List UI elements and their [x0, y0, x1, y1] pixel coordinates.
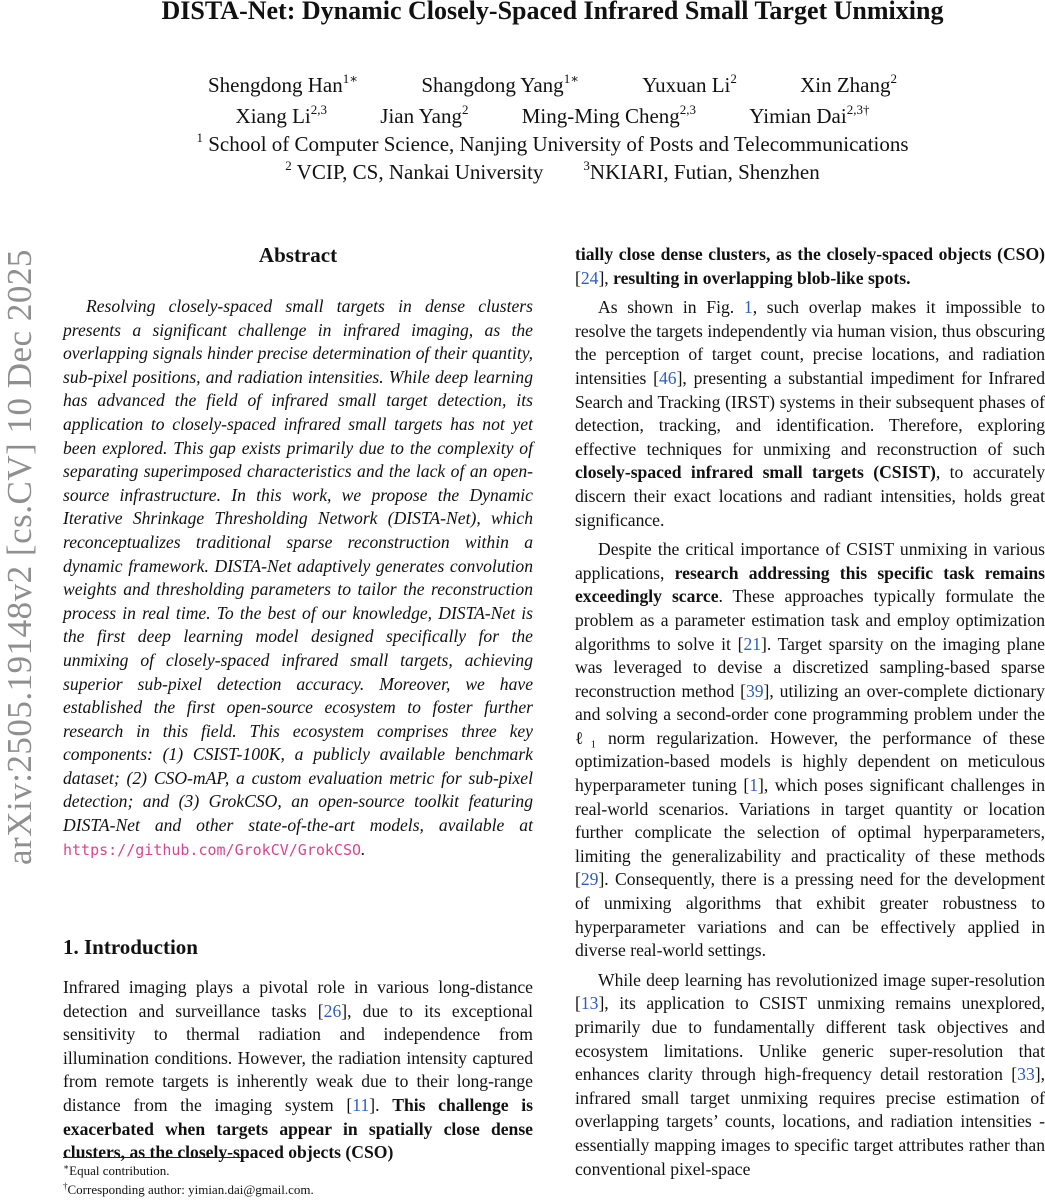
author: Xiang Li$^{2,3}$ — [235, 102, 328, 128]
author: Shangdong Yang$^{1∗}$ — [421, 71, 580, 97]
citation-link[interactable]: 21 — [743, 633, 762, 654]
paragraph: Despite the critical importance of CSIST unmixing in various applications, research addressing this specific task remains exceedingly scarce. These approaches typically formulate the problem as a parameter estimation task and employ optimization algorithms to solve it [21]. Target sparsity on the imaging plane was leveraged to devise a discretized sampling-based sparse reconstruction method [39], utilizing an over-complete dictionary and solving a second-order cone programming problem under the ℓ₁ norm regularization. However, the performance of these optimization-based models is highly dependent on meticulous hyperparameter tuning [1], which poses significant challenges in real-world scenarios. Variations in target quantity or location further complicate the selection of optimal hyperparameters, limiting the generalizability and practicality of these methods [29]. Consequently, there is a pressing need for the development of unmixing algorithms that exhibit greater robustness to hyperparameter variations and can be effectively applied in diverse real-world settings. — [575, 539, 1045, 961]
citation-link[interactable]: 1 — [749, 775, 758, 796]
intro-continuation-bold: tially close dense clusters, as the closely-spaced objects (CSO) — [575, 244, 1045, 264]
author: Yuxuan Li$^2$ — [642, 71, 737, 97]
github-link[interactable]: https://github.com/GrokCV/GrokCSO — [63, 840, 362, 859]
citation-link[interactable]: 39 — [745, 680, 764, 701]
author: Jian Yang$^2$ — [380, 102, 469, 128]
intro-paragraph-1: Infrared imaging plays a pivotal role in various long-distance detection and surveillance tasks [26], due to its exceptional sensitivity to thermal radiation and independence from illumination conditions. However, the radiation intensity captured from remote targets is inherently weak due to their long-range distance from the imaging system [11]. This challenge is exacerbated when targets appear in spatially close dense clusters, as the closely-spaced objects (CSO) — [63, 977, 533, 1163]
abstract-heading: Abstract — [258, 243, 338, 267]
author: Xin Zhang$^2$ — [800, 71, 898, 97]
author-row-1 — [60, 73, 1045, 98]
author-row-2 — [60, 104, 1045, 129]
arxiv-stamp: arXiv:2505.19148v2 [cs.CV] 10 Dec 2025 — [0, 249, 39, 865]
abstract-body: Resolving closely-spaced small targets in dense clusters presents a significant challenge in infrared imaging, as the overlapping signals hinder precise determination of their quantity, sub-pixel positions, and radiation intensities. While deep learning has advanced the field of infrared small target detection, its application to closely-spaced infrared small targets has not yet been explored. This gap exists primarily due to the complexity of separating superimposed characteristics and the lack of an open-source infrastructure. In this work, we propose the Dynamic Iterative Shrinkage Thresholding Network (DISTA-Net), which reconceptualizes traditional sparse reconstruction within a dynamic framework. DISTA-Net adaptively generates convolution weights and thresholding parameters to tailor the reconstruction process in real time. To the best of our knowledge, DISTA-Net is the first deep learning model designed specifically for the unmixing of closely-spaced infrared small targets, achieving superior sub-pixel detection accuracy. Moreover, we have established the first open-source ecosystem to foster further research in this field. This ecosystem comprises three key components: (1) CSIST-100K, a publicly available benchmark dataset; (2) CSO-mAP, a custom evaluation metric for sub-pixel detection; and (3) GrokCSO, an open-source toolkit featuring DISTA-Net and other state-of-the-art models, available at https://github.com/GrokCV/GrokCSO. — [63, 296, 533, 859]
author: Ming-Ming Cheng$^{2,3}$ — [521, 102, 697, 128]
citation-link[interactable]: 26 — [323, 1000, 342, 1021]
footnote-corresponding-author: †Corresponding author: yimian.dai@gmail.com. — [63, 1181, 314, 1197]
right-column: tially close dense clusters, as the closely-spaced objects (CSO) [24], resulting in overlapping blob-like spots. As shown in Fig. 1, such overlap makes it impossible to resolve the targets independently via human vision, thus obscuring the perception of target count, precise locations, and radiation intensities [46], presenting a substantial impediment for Infrared Search and Tracking (IRST) systems in their subsequent phases of detection, tracking, and identification. Therefore, exploring effective techniques for unmixing and reconstruction of such closely-spaced infrared small targets (CSIST), to accurately discern their exact locations and radiant intensities, holds great significance. Despite the critical importance of CSIST unmixing in various applications, research addressing this specific task remains exceedingly scarce. These approaches typically formulate the problem as a parameter estimation task and employ optimization algorithms to solve it [21]. Target sparsity on the imaging plane was leveraged to devise a discretized sampling-based sparse reconstruction method [39], utilizing an over-complete dictionary and solving a second-order cone programming problem under the ℓ₁ norm regularization. However, the performance of these optimization-based models is highly dependent on meticulous hyperparameter tuning [1], which poses significant challenges in real-world scenarios. Variations in target quantity or location further complicate the selection of optimal hyperparameters, limiting the generalizability and practicality of these methods [29]. Consequently, there is a pressing need for the development of unmixing algorithms that exhibit greater robustness to hyperparameter variations and can be effectively applied in diverse real-world settings. While deep learning has revolutionized image super-resolution [13], its application to CSIST unmixing remains unexplored, primarily due to fundamentally different task objectives and ecosystem limitations. Unlike generic super-resolution that enhances clarity through high-frequency detail restoration [33], infrared small target unmixing requires precise estimation of overlapping targets’ counts, locations, and radiation intensities - essentially mapping images to specific target attributes rather than conventional pixel-space — [575, 243, 1045, 1181]
citation-link[interactable]: 33 — [1017, 1064, 1035, 1085]
author: Yimian Dai$^{2,3\dagger}$ — [749, 102, 870, 128]
section-heading-introduction: 1. Introduction — [63, 935, 198, 959]
affiliation-1: $^1$ School of Computer Science, Nanjing University of Posts and Telecommunications — [196, 130, 909, 156]
paper-title: DISTA-Net: Dynamic Closely-Spaced Infrared Small Target Unmixing — [161, 0, 944, 25]
affiliation-2-3: $^2$ VCIP, CS, Nankai University $^3$NKIARI, Futian, Shenzhen — [285, 158, 820, 184]
citation-link[interactable]: 24 — [580, 267, 599, 288]
citation-link[interactable]: 11 — [352, 1094, 370, 1115]
author: Shengdong Han$^{1∗}$ — [207, 71, 359, 97]
paragraph: While deep learning has revolutionized image super-resolution [13], its application to CSIST unmixing remains unexplored, primarily due to fundamentally different task objectives and ecosystem limitations. Unlike generic super-resolution that enhances clarity through high-frequency detail restoration [33], infrared small target unmixing requires precise estimation of overlapping targets’ counts, locations, and radiation intensities - essentially mapping images to specific target attributes rather than conventional pixel-space — [575, 969, 1045, 1179]
paragraph: As shown in Fig. 1, such overlap makes it impossible to resolve the targets independently via human vision, thus obscuring the perception of target count, precise locations, and radiation intensities [46], presenting a substantial impediment for Infrared Search and Tracking (IRST) systems in their subsequent phases of detection, tracking, and identification. Therefore, exploring effective techniques for unmixing and reconstruction of such closely-spaced infrared small targets (CSIST), to accurately discern their exact locations and radiant intensities, holds great significance. — [575, 297, 1045, 530]
citation-link[interactable]: 29 — [580, 869, 599, 890]
footnote-divider — [63, 1157, 249, 1158]
footnote-equal-contribution: ∗Equal contribution. — [63, 1162, 170, 1178]
citation-link[interactable]: 46 — [658, 367, 677, 388]
citation-link[interactable]: 13 — [580, 993, 599, 1014]
figure-link[interactable]: 1 — [743, 297, 753, 318]
